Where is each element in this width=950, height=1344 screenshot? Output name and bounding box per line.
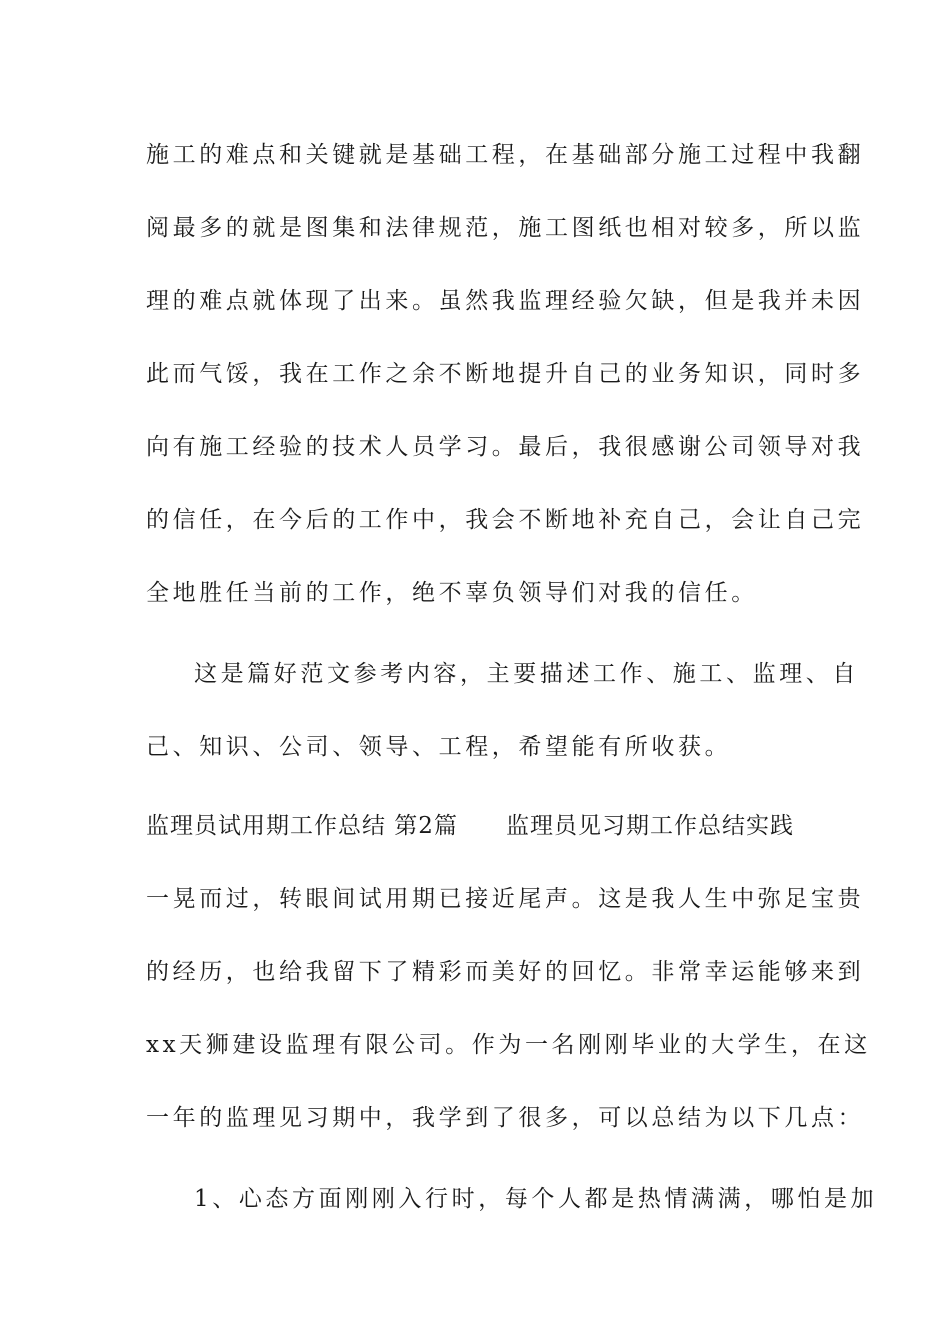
text-line: 这是篇好范文参考内容，主要描述工作、施工、监理、自 — [194, 661, 859, 687]
section-subtitle: 监理员见习期工作总结实践 — [505, 813, 794, 839]
text-line: 己、知识、公司、领导、工程，希望能有所收获。 — [146, 734, 732, 760]
text-line: 阅最多的就是图集和法律规范，施工图纸也相对较多，所以监 — [146, 215, 865, 241]
text-line: 的经历，也给我留下了精彩而美好的回忆。非常幸运能够来到 — [146, 959, 865, 985]
text-line: 全地胜任当前的工作，绝不辜负领导们对我的信任。 — [146, 580, 758, 606]
text-line: 一晃而过，转眼间试用期已接近尾声。这是我人生中弥足宝贵 — [146, 886, 865, 912]
text-line: 一年的监理见习期中，我学到了很多，可以总结为以下几点： — [146, 1105, 865, 1131]
section-heading — [146, 811, 806, 841]
text-line: 1、心态方面刚刚入行时，每个人都是热情满满，哪怕是加 — [194, 1186, 878, 1212]
text-line: 施工的难点和关键就是基础工程，在基础部分施工过程中我翻 — [146, 142, 865, 168]
section-title: 监理员试用期工作总结 第2篇 — [146, 813, 458, 839]
text-line: 理的难点就体现了出来。虽然我监理经验欠缺，但是我并未因 — [146, 288, 865, 314]
text-line: 向有施工经验的技术人员学习。最后，我很感谢公司领导对我 — [146, 434, 865, 460]
text-line: xx天狮建设监理有限公司。作为一名刚刚毕业的大学生，在这 — [146, 1032, 871, 1058]
text-line: 此而气馁，我在工作之余不断地提升自己的业务知识，同时多 — [146, 361, 865, 387]
text-line: 的信任，在今后的工作中，我会不断地补充自己，会让自己完 — [146, 507, 865, 533]
